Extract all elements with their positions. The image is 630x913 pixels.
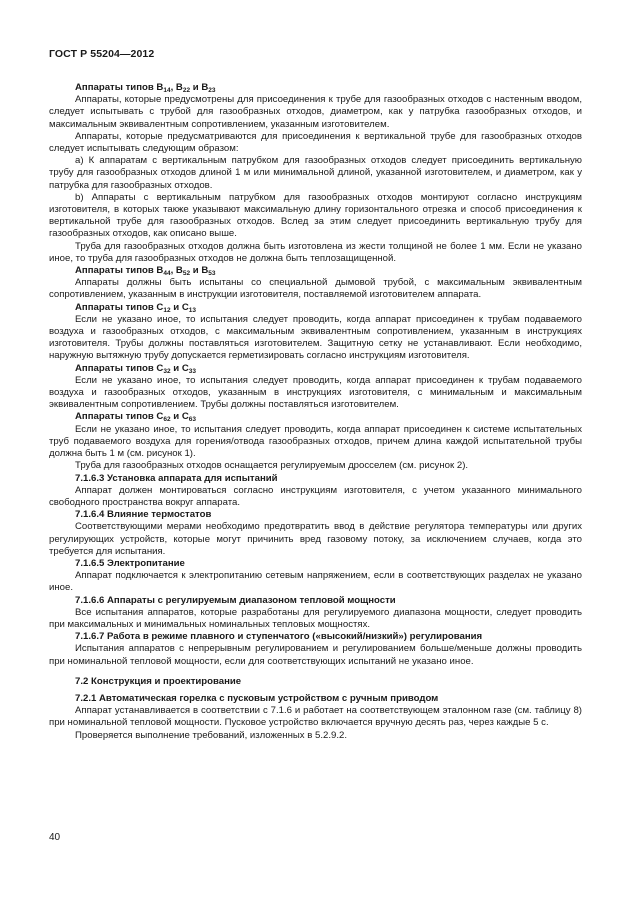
section-heading-7166: 7.1.6.6 Аппараты с регулируемым диапазоном тепловой мощности [75,594,396,606]
page-header: ГОСТ Р 55204—2012 [49,48,155,60]
paragraph: Аппарат подключается к электропитанию сетевым напряжением, если в соответствующих разделах не указано иное. [49,570,582,594]
paragraph: Труба для газообразных отходов должна быть изготовлена из жести толщиной не более 1 мм. Если не указано иное, то труба для газообразных отходов не должна быть теплозащищенной. [49,240,582,264]
subheading-b44-b52-b53: Аппараты типов $B_{44}$, $B_{52}$ и $B_{53}$ [75,265,216,278]
paragraph: Если не указано иное, то испытания следует проводить, когда аппарат присоединен к трубам подаваемого воздуха и газообразных отходов, с максимальным эквивалентным сопротивлением, указанным в инструкциях изготовителя. Трубы должны поставляться изготовителем. Защитную сетку не устанавливают. Если необходимо, наружную вытяжную трубу допускается герметизировать согласно инструкциям изготовителя. [49,313,582,362]
paragraph: Аппараты должны быть испытаны со специальной дымовой трубой, с максимальным эквивалентным сопротивлением, указанным в инструкции изготовителя, поставляемой изготовителем аппарата. [49,277,582,301]
paragraph: b) Аппараты с вертикальным патрубком для газообразных отходов монтируют согласно инструкциям изготовителя, в которых также указывают максимальную длину горизонтального отрезка и способ присоединения к вертикальной трубе для газообразных отходов. Вслед за этим следует присоединить вертикальную трубу для газообразных отходов, как описано выше. [49,191,582,240]
paragraph: Аппарат должен монтироваться согласно инструкциям изготовителя, с учетом указанного минимального свободного пространства вокруг аппарата. [49,484,582,508]
paragraph: Труба для газообразных отходов оснащается регулируемым дросселем (см. рисунок 2). [75,460,469,472]
paragraph: a) К аппаратам с вертикальным патрубком для газообразных отходов следует присоединить вертикальную трубу для газообразных отходов длиной 1 м или минимальной длиной, указанной изготовителем, и диаметром, как у патрубка для газообразных отходов. [49,155,582,191]
page-number: 40 [49,832,61,843]
paragraph: Аппараты, которые предусмотрены для присоединения к трубе для газообразных отходов с настенным вводом, следует испытывать с трубой для газообразных отходов, диаметром, как у патрубка газообразных отходов, и максимальным эквивалентным сопротивлением, указанным изготовителем. [49,94,582,130]
section-heading-7165: 7.1.6.5 Электропитание [75,557,185,569]
paragraph: Соответствующими мерами необходимо предотвратить ввод в действие регулятора температуры или других регулирующих устройств, которые могут причинить вред газовому потоку, за исключением случаев, когда это требуется для испытания. [49,521,582,557]
subheading-b14-b22-b23: Аппараты типов $B_{14}$, $B_{22}$ и $B_{23}$ [75,82,216,94]
paragraph: Аппараты, которые предусматриваются для присоединения к вертикальной трубе для газообразных отходов следует испытывать следующим образом: [49,130,582,155]
paragraph: Проверяется выполнение требований, изложенных в 5.2.9.2. [75,729,347,741]
subheading-c32-c33: Аппараты типов $C_{32}$ и $C_{33}$ [75,362,196,375]
paragraph: Аппарат устанавливается в соответствии с 7.1.6 и работает на соответствующем эталонном газе (см. таблицу 8) при номинальной тепловой мощности. Пусковое устройство включается вручную десять раз, через каждые 5 с. [49,705,582,729]
section-heading-721: 7.2.1 Автоматическая горелка с пусковым устройством с ручным приводом [75,692,439,704]
subheading-c12-c13: Аппараты типов $C_{12}$ и $C_{13}$ [75,301,196,314]
paragraph: Если не указано иное, то испытания следует проводить, когда аппарат присоединен к трубам подаваемого воздуха и газообразных отходов, указанным в инструкциях изготовителя, с минимальным и максимальным эквивалентным сопротивлением. Трубы должны поставляться изготовителем. [49,374,582,411]
document-body [49,82,582,742]
paragraph: Все испытания аппаратов, которые разработаны для регулируемого диапазона мощности, следует проводить при максимальных и минимальных номинальных тепловых мощностях. [49,606,582,630]
section-heading-7167: 7.1.6.7 Работа в режиме плавного и ступенчатого («высокий/низкий») регулирования [75,631,483,643]
paragraph: Если не указано иное, то испытания следует проводить, когда аппарат присоединен к системе испытательных труб подаваемого воздуха для горения/отвода газообразных отходов, причем длина каждой испытательной трубы должна быть 1 м (см. рисунок 1). [49,423,582,460]
section-heading-7164: 7.1.6.4 Влияние термостатов [75,509,212,521]
subheading-c62-c63: Аппараты типов $C_{62}$ и $C_{63}$ [75,411,196,424]
section-heading-7163: 7.1.6.3 Установка аппарата для испытаний [75,472,278,484]
paragraph: Испытания аппаратов с непрерывным регулированием и регулированием больше/меньше должны проводить при номинальной тепловой мощности, если для соответствующих испытаний не указано иное. [49,643,582,667]
section-heading-72: 7.2 Конструкция и проектирование [75,675,242,687]
